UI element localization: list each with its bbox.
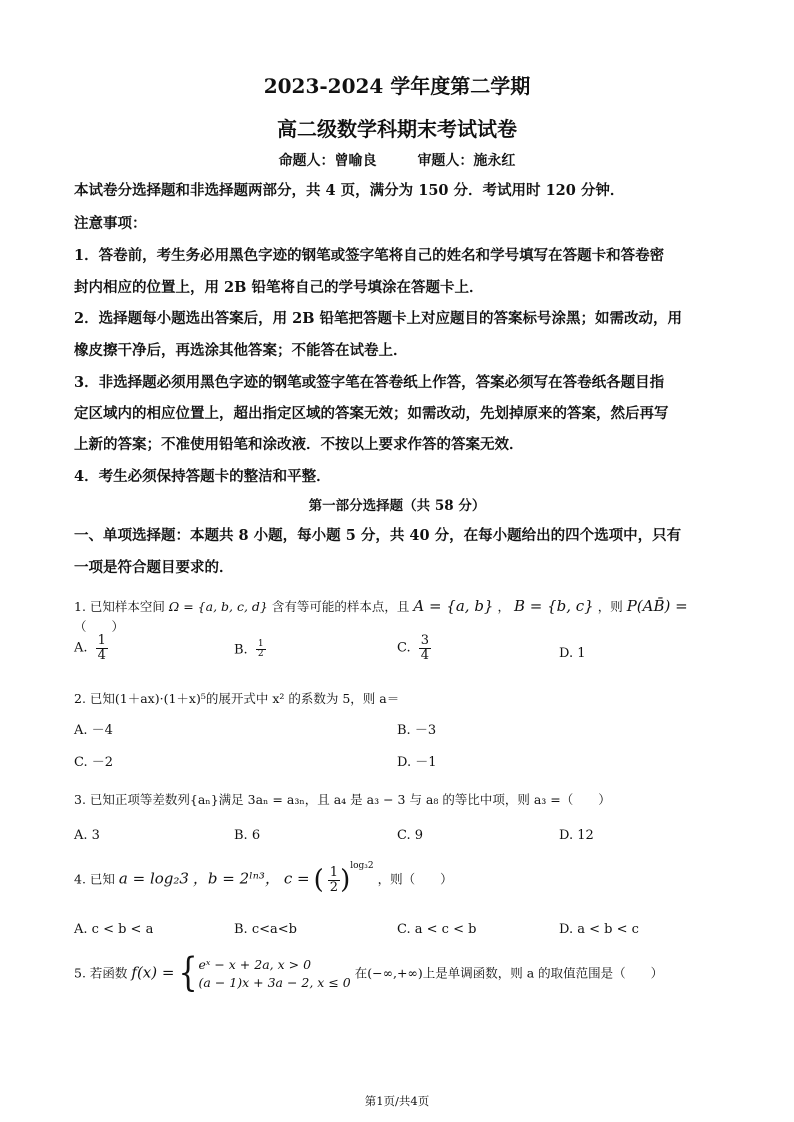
note-2-line-1: 2．选择题每小题选出答案后，用 2B 铅笔把答题卡上对应题目的答案标号涂黑；如需改动，用 xyxy=(74,310,683,327)
q4-suffix: ，则（ ） xyxy=(377,871,453,887)
note-2-line-2: 橡皮擦干净后，再选涂其他答案；不能答在试卷上． xyxy=(74,342,408,359)
q1-option-c-label: C. xyxy=(397,640,411,656)
q5-suffix: 在(−∞,+∞)上是单调函数，则 a 的取值范围是（ ） xyxy=(354,965,664,981)
q1-option-a-label: A. xyxy=(74,640,88,656)
q4-c-denominator: 2 xyxy=(329,879,339,895)
q4-option-c: C. a < c < b xyxy=(397,922,477,937)
question-4-stem xyxy=(74,861,724,896)
q4-option-a: A. c < b < a xyxy=(74,922,154,937)
q5-prefix: 5. 若函数 xyxy=(74,965,128,981)
q4-c-lhs: c = xyxy=(283,869,310,888)
q4-a-expr: a = log₂3 xyxy=(118,869,189,888)
q5-piecewise xyxy=(199,956,351,992)
q1-mid2: ，则 xyxy=(597,599,623,614)
q5-case-1: eˣ − x + 2a, x > 0 xyxy=(198,957,312,972)
exam-title-subject: 高二级数学科期末考试试卷 xyxy=(277,117,517,141)
question-5-stem xyxy=(74,950,724,997)
q1-set-b: B = {b, c} xyxy=(513,597,594,615)
q4-option-b: B. c<a<b xyxy=(234,922,297,937)
exam-authors xyxy=(0,150,794,170)
note-3-line-2: 定区域内的相应位置上，超出指定区域的答案无效；如需改动，先划掉原来的答案，然后再写 xyxy=(74,405,669,422)
q1-c-numerator: 3 xyxy=(420,633,430,648)
setter-label: 命题人：曾喻良 xyxy=(278,153,377,169)
q5-function-name: f(x) = xyxy=(131,963,175,982)
q1-option-a-fraction xyxy=(96,634,108,662)
q1-option-b-fraction xyxy=(256,640,266,660)
q1-option-c-fraction xyxy=(419,634,431,662)
q1-b-numerator: 1 xyxy=(257,639,264,649)
q5-case-2: (a − 1)x + 3a − 2, x ≤ 0 xyxy=(198,975,351,990)
part1-heading: 第一部分选择题（共 58 分） xyxy=(308,498,486,514)
q1-prefix: 1. 已知样本空间 xyxy=(74,599,165,614)
q1-c-denominator: 4 xyxy=(420,647,430,663)
q1-a-numerator: 1 xyxy=(97,633,106,648)
section1-line-1: 一、单项选择题：本题共 8 小题，每小题 5 分，共 40 分，在每小题给出的四个选项中，只有 xyxy=(74,527,682,544)
q4-c-numerator: 1 xyxy=(329,865,339,880)
q1-answer-paren: （ ） xyxy=(74,619,125,634)
q4-prefix: 4. 已知 xyxy=(74,871,115,887)
q1-option-d: D. 1 xyxy=(559,646,586,661)
question-3-stem: 3. 已知正项等差数列{aₙ}满足 3aₙ = a₃ₙ，且 a₄ 是 a₃ − 3 与 a₈ 的等比中项，则 a₃ =（ ） xyxy=(74,792,611,807)
q1-b-denominator: 2 xyxy=(257,649,264,660)
notes-heading: 注意事项： xyxy=(74,215,147,232)
q4-b-expr: ，b = 2ˡⁿ³， xyxy=(192,869,280,888)
q2-option-b: B. －3 xyxy=(397,723,437,738)
q2-option-a: A. －4 xyxy=(74,723,113,738)
reviewer-label: 审题人：施永红 xyxy=(417,153,516,169)
q4-option-d: D. a < b < c xyxy=(559,922,639,937)
q1-mid1: 含有等可能的样本点，且 xyxy=(271,599,410,614)
q1-a-denominator: 4 xyxy=(97,647,106,663)
q3-option-b: B. 6 xyxy=(234,828,261,843)
section1-line-2: 一项是符合题目要求的． xyxy=(74,559,234,576)
q1-set-a: A = {a, b} xyxy=(413,597,494,615)
q3-option-c: C. 9 xyxy=(397,828,424,843)
q5-brace: { xyxy=(178,950,198,997)
q4-left-paren: ( xyxy=(313,865,324,896)
note-1-line-1: 1．答卷前，考生务必用黑色字迹的钢笔或签字笔将自己的姓名和学号填写在答题卡和答卷密 xyxy=(74,247,665,264)
q3-option-d: D. 12 xyxy=(559,828,594,843)
q1-option-c xyxy=(397,634,431,662)
q1-probability: P(AB̄) = xyxy=(626,597,688,615)
note-4: 4．考生必须保持答题卡的整洁和平整． xyxy=(74,468,331,485)
page-footer: 第1页/共4页 xyxy=(364,1094,430,1108)
q2-option-d: D. －1 xyxy=(397,755,437,770)
q1-option-b-label: B. xyxy=(234,642,248,658)
note-3-line-3: 上新的答案；不准使用铅笔和涂改液．不按以上要求作答的答案无效． xyxy=(74,436,524,453)
question-1-stem xyxy=(74,596,724,637)
note-1-line-2: 封内相应的位置上，用 2B 铅笔将自己的学号填涂在答题卡上． xyxy=(74,279,484,296)
q4-c-exponent: log₃2 xyxy=(350,861,374,872)
q1-sample-space: Ω = {a, b, c, d} xyxy=(168,599,268,614)
q1-sep: ， xyxy=(497,599,510,614)
q2-option-c: C. －2 xyxy=(74,755,114,770)
q3-option-a: A. 3 xyxy=(74,828,100,843)
q1-option-b xyxy=(234,640,266,660)
q1-option-a xyxy=(74,634,108,662)
question-2-stem: 2. 已知(1＋ax)·(1＋x)⁵的展开式中 x² 的系数为 5，则 a＝ xyxy=(74,691,400,706)
note-3-line-1: 3．非选择题必须用黑色字迹的钢笔或签字笔在答卷纸上作答，答案必须写在答卷纸各题目指 xyxy=(74,374,665,391)
q4-right-paren: ) xyxy=(340,865,351,896)
q4-c-fraction xyxy=(328,866,340,894)
exam-intro: 本试卷分选择题和非选择题两部分，共 4 页，满分为 150 分．考试用时 120 分钟． xyxy=(74,182,625,199)
exam-title-term: 2023-2024 学年度第二学期 xyxy=(263,74,531,98)
